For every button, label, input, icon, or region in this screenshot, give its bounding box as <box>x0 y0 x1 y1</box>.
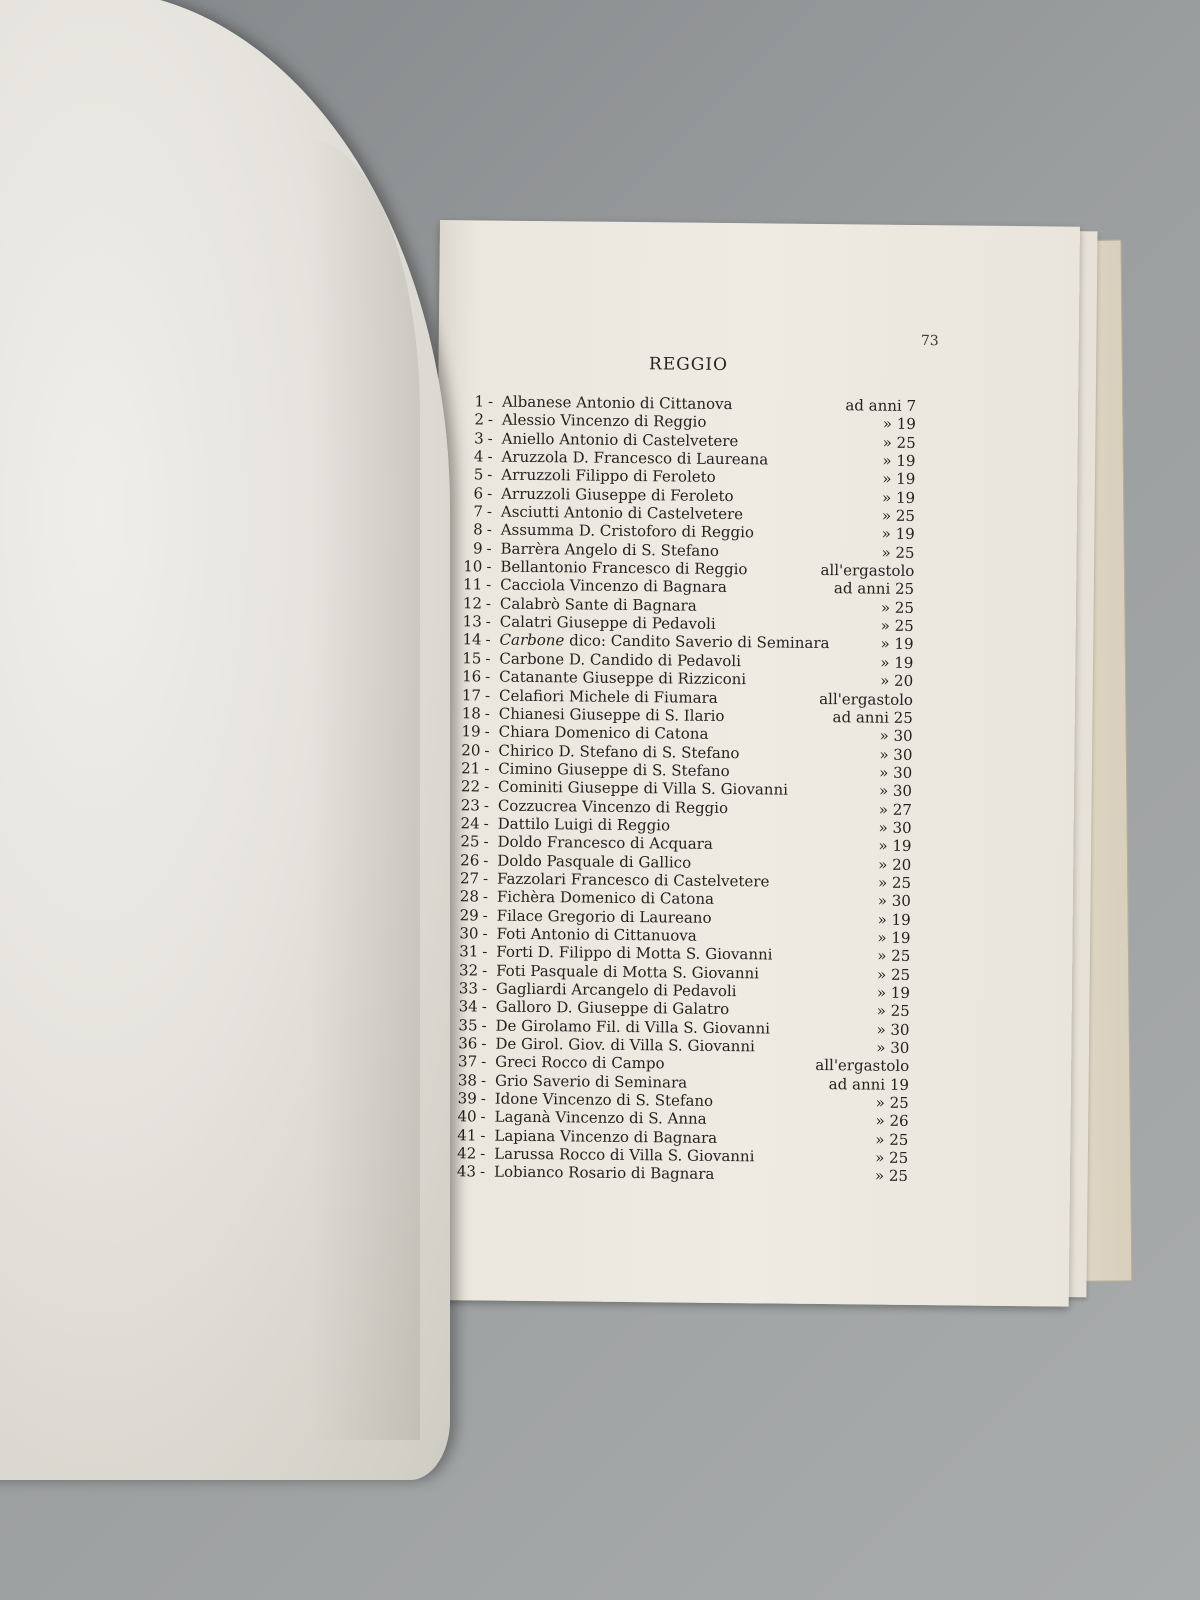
entry-name: Carbone D. Candido di Pedavoli <box>499 649 742 670</box>
entry-separator: - <box>486 575 492 594</box>
entry-name: Cimino Giuseppe di S. Stefano <box>498 759 730 780</box>
entry-sentence: » 25 <box>875 1130 909 1149</box>
entry-separator: - <box>487 484 493 503</box>
entry-sentence: » 19 <box>877 928 911 947</box>
entry-sentence: » 25 <box>877 946 911 966</box>
entry-name: Asciutti Antonio di Castelvetere <box>500 502 744 524</box>
entry-separator: - <box>484 685 491 705</box>
entry-sentence: » 19 <box>880 635 914 654</box>
entry-separator: - <box>480 1089 486 1108</box>
entry-number: 36 <box>458 1034 478 1053</box>
entry-sentence: » 25 <box>875 1148 909 1168</box>
entry-number: 30 <box>459 924 479 943</box>
entry-name: Lobianco Rosario di Bagnara <box>493 1163 715 1184</box>
entry-name: Filace Gregorio di Laureano <box>496 906 712 927</box>
entry-name: Arruzzoli Giuseppe di Feroleto <box>501 484 734 505</box>
entry-separator: - <box>483 832 489 851</box>
entry-number: 39 <box>457 1089 477 1108</box>
entry-sentence: » 19 <box>878 836 912 856</box>
entry-number: 28 <box>459 887 480 906</box>
entry-name: Greci Rocco di Campo <box>495 1052 665 1073</box>
entry-separator: - <box>480 1144 486 1163</box>
page-heading: REGGIO <box>648 354 729 376</box>
entry-name: Galloro D. Giuseppe di Galatro <box>495 997 730 1019</box>
entry-number: 1 <box>474 392 485 411</box>
entry-name: Alessio Vincenzo di Reggio <box>501 411 707 432</box>
entry-name: Celafiori Michele di Fiumara <box>498 686 718 707</box>
entry-separator: - <box>484 759 490 778</box>
entry-sentence: ad anni 25 <box>833 579 915 599</box>
entry-number: 22 <box>460 777 481 796</box>
entry-number: 5 <box>473 465 484 484</box>
entry-separator: - <box>484 741 490 760</box>
entry-name: Arruzzoli Filippo di Feroleto <box>501 466 716 487</box>
entry-separator: - <box>487 429 493 448</box>
entry-number: 2 <box>474 410 485 429</box>
entry-name: Aniello Antonio di Castelvetere <box>501 429 739 450</box>
entry-separator: - <box>480 1071 487 1090</box>
entry-sentence: » 30 <box>878 818 912 837</box>
entry-sentence: ad anni 25 <box>832 707 913 727</box>
entry-sentence: » 25 <box>875 1093 909 1113</box>
entry-name: Chirico D. Stefano di S. Stefano <box>498 741 740 762</box>
entry-number: 29 <box>459 905 479 925</box>
entry-name: Gagliardi Arcangelo di Pedavoli <box>495 979 737 1001</box>
entry-sentence: » 20 <box>880 671 914 691</box>
entry-sentence: » 30 <box>876 1038 910 1057</box>
entry-number: 18 <box>461 704 481 723</box>
entry-number: 19 <box>461 722 481 741</box>
entry-separator: - <box>482 924 488 943</box>
entry-separator: - <box>487 465 493 484</box>
entry-number: 23 <box>460 795 480 815</box>
entry-name: Calatri Giuseppe di Pedavoli <box>499 612 716 634</box>
entry-sentence: » 25 <box>877 873 912 892</box>
entry-sentence: » 25 <box>876 1001 910 1021</box>
entry-name: Doldo Pasquale di Gallico <box>497 851 692 872</box>
entry-separator: - <box>485 612 491 631</box>
entry-number: 38 <box>457 1070 478 1090</box>
entry-separator: - <box>485 630 491 650</box>
entry-name: Doldo Francesco di Acquara <box>497 832 713 854</box>
entry-number: 34 <box>458 997 478 1016</box>
entry-name: Foti Pasquale di Motta S. Giovanni <box>496 961 760 983</box>
entry-number: 27 <box>459 869 480 888</box>
list-item <box>438 1162 908 1185</box>
entry-separator: - <box>487 447 493 466</box>
entry-name: Cominiti Giuseppe di Villa S. Giovanni <box>497 777 789 799</box>
entry-sentence: » 30 <box>877 891 911 911</box>
entry-name-italic: Carbone <box>499 631 565 650</box>
entry-number: 43 <box>456 1162 477 1181</box>
entry-number: 12 <box>462 594 483 613</box>
left-page-shadow <box>310 140 420 1440</box>
entry-number: 6 <box>473 484 484 503</box>
entry-separator: - <box>483 814 489 833</box>
entry-separator: - <box>482 906 488 925</box>
entry-number: 16 <box>462 667 482 686</box>
entry-number: 14 <box>462 630 482 649</box>
entry-name: Barrèra Angelo di S. Stefano <box>500 539 720 560</box>
entry-name: Grio Saverio di Seminara <box>494 1071 688 1092</box>
entry-sentence: » 27 <box>878 800 912 819</box>
entry-number: 31 <box>459 942 479 961</box>
entry-separator: - <box>481 1034 487 1053</box>
entry-number: 15 <box>462 649 482 668</box>
entry-number: 37 <box>457 1052 478 1071</box>
entry-separator: - <box>486 502 493 521</box>
entry-name: Chiara Domenico di Catona <box>498 722 709 744</box>
entry-number: 21 <box>461 759 481 778</box>
entry-sentence: » 25 <box>876 965 911 984</box>
entry-number: 40 <box>457 1107 477 1126</box>
entry-separator: - <box>488 392 494 411</box>
entry-separator: - <box>482 961 488 980</box>
entry-separator: - <box>482 887 489 906</box>
entry-name: Dattilo Luigi di Reggio <box>497 814 671 835</box>
entry-number: 25 <box>460 832 480 851</box>
entry-sentence: » 30 <box>878 781 913 801</box>
entry-name: Fichèra Domenico di Catona <box>496 887 715 909</box>
entry-number: 4 <box>473 447 484 466</box>
entry-separator: - <box>486 539 492 558</box>
entry-separator: - <box>487 410 494 429</box>
entry-separator: - <box>482 942 488 961</box>
entry-separator: - <box>484 722 490 741</box>
left-page-curled <box>0 0 450 1480</box>
entry-sentence: » 25 <box>881 506 916 526</box>
entry-name: Foti Antonio di Cittanuova <box>496 924 697 945</box>
entry-sentence: ad anni 7 <box>845 396 917 415</box>
entry-sentence: » 25 <box>882 433 916 452</box>
entry-sentence: » 30 <box>879 745 913 764</box>
entry-name: Lapiana Vincenzo di Bagnara <box>494 1126 718 1147</box>
entry-number: 35 <box>458 1015 478 1035</box>
entry-sentence: » 19 <box>882 451 916 471</box>
entry-number: 8 <box>473 520 483 539</box>
entry-sentence: ad anni 19 <box>828 1074 910 1094</box>
entry-separator: - <box>483 869 489 888</box>
entry-name: Catanante Giuseppe di Rizziconi <box>499 667 747 689</box>
entry-sentence: » 26 <box>875 1112 909 1131</box>
entry-name: De Girol. Giov. di Villa S. Giovanni <box>495 1034 755 1056</box>
entry-separator: - <box>480 1126 486 1145</box>
entry-number: 41 <box>457 1125 477 1145</box>
entry-number: 42 <box>457 1144 477 1163</box>
entry-name: De Girolamo Fil. di Villa S. Giovanni <box>495 1016 771 1038</box>
entry-name-rest: dico: Candito Saverio di Seminara <box>564 631 830 653</box>
entry-separator: - <box>485 667 491 686</box>
entry-name: Chianesi Giuseppe di S. Ilario <box>498 704 725 725</box>
entry-name: Albanese Antonio di Cittanova <box>502 392 733 414</box>
entry-name: Assumma D. Cristoforo di Reggio <box>500 521 755 542</box>
entry-separator: - <box>481 1016 487 1035</box>
entry-separator: - <box>483 777 490 796</box>
entry-separator: - <box>486 520 492 539</box>
entry-separator: - <box>485 649 491 668</box>
entry-name: Calabrò Sante di Bagnara <box>499 594 697 615</box>
entry-sentence: » 25 <box>874 1167 909 1186</box>
entry-sentence: » 30 <box>876 1020 910 1039</box>
entry-number: 33 <box>458 979 479 998</box>
entry-number: 20 <box>461 740 481 759</box>
entry-sentence: » 19 <box>881 488 916 507</box>
entry-sentence: all'ergastolo <box>819 689 914 709</box>
entry-number: 7 <box>473 502 484 521</box>
entry-sentence: » 19 <box>882 414 916 434</box>
entry-sentence: all'ergastolo <box>815 1056 910 1076</box>
entry-sentence: » 30 <box>879 726 913 746</box>
entry-sentence: » 25 <box>880 598 915 617</box>
entry-name: Cozzucrea Vincenzo di Reggio <box>497 796 729 817</box>
entry-number: 17 <box>461 685 482 704</box>
entry-name: Larussa Rocco di Villa S. Giovanni <box>494 1144 755 1166</box>
entry-number: 9 <box>472 539 483 558</box>
entry-sentence: » 19 <box>881 525 915 544</box>
entry-separator: - <box>484 704 491 723</box>
entry-separator: - <box>483 796 490 815</box>
entry-number: 10 <box>463 557 483 576</box>
entry-separator: - <box>485 594 492 613</box>
entry-separator: - <box>481 979 488 998</box>
book-page <box>429 220 1080 1307</box>
entry-separator: - <box>479 1162 486 1181</box>
entry-number: 24 <box>460 814 480 833</box>
entry-separator: - <box>483 851 489 870</box>
entry-sentence: » 19 <box>877 910 911 929</box>
entry-sentence: » 30 <box>879 763 913 782</box>
entry-name: Forti D. Filippo di Motta S. Giovanni <box>496 942 773 964</box>
entry-number: 11 <box>462 575 483 594</box>
entry-separator: - <box>481 1052 487 1071</box>
entry-separator: - <box>481 997 487 1016</box>
entry-name: Fazzolari Francesco di Castelvetere <box>497 869 770 891</box>
entry-sentence: » 25 <box>880 616 914 636</box>
entry-sentence: » 20 <box>878 855 912 874</box>
entry-sentence: » 25 <box>881 543 915 562</box>
entry-number: 13 <box>462 612 482 631</box>
entry-separator: - <box>486 557 492 576</box>
entry-sentence: » 19 <box>880 653 914 672</box>
entry-number: 26 <box>460 850 480 870</box>
entry-number: 32 <box>458 960 479 980</box>
entry-sentence: » 19 <box>882 470 916 489</box>
entry-separator: - <box>480 1107 486 1126</box>
entry-sentence: » 19 <box>876 983 911 1002</box>
page-number: 73 <box>920 333 939 350</box>
entry-name: Cacciola Vincenzo di Bagnara <box>500 576 727 597</box>
entry-name: Bellantonio Francesco di Reggio <box>500 557 748 579</box>
entry-name: Aruzzola D. Francesco di Laureana <box>501 447 769 469</box>
entry-name: Laganà Vincenzo di S. Anna <box>494 1108 707 1129</box>
entry-number: 3 <box>474 429 484 448</box>
entry-list <box>438 392 916 1186</box>
entry-sentence: all'ergastolo <box>820 561 915 581</box>
entry-name: Idone Vincenzo di S. Stefano <box>494 1089 714 1110</box>
